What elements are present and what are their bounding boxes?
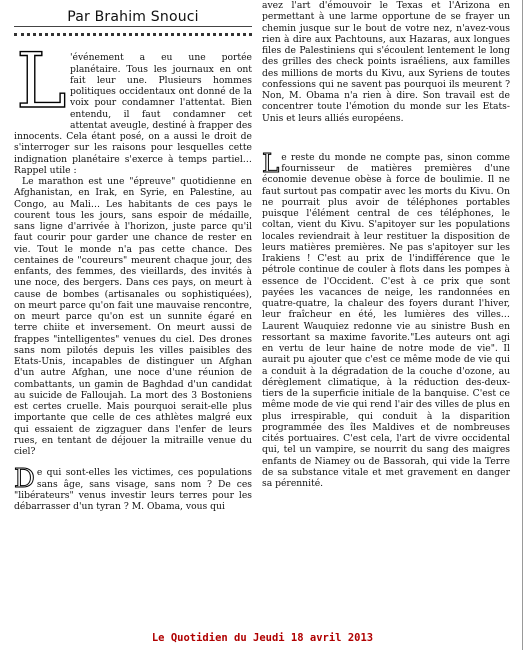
marathon-paragraph: Le marathon est une "épreuve" quotidienne en Afghanistan, en Irak, en Syrie, en Palestine, au Congo, au Mali… Les habitants de ces pays le courent tous les jours, sans espoir de médaille, sans ligne d'arrivée à l'horizon, juste parce qu'il faut courir pour garder une chance de rester en vie. Tout le monde n'a pas cette chance. Des centaines de "coureurs" meurent chaque jour, des enfants, des femmes, des vieillards, des invités à une noce, des bergers. Dans ces pays, on meurt à cause de bombes (artisanales ou sophistiquées), on meurt parce qu'on fait une mauvaise rencontre, on meurt parce qu'on est un sunnite égaré en terre chiite et inversement. On meurt aussi de frappes "intelligentes" venues du ciel. Des drones sans nom pilotés depuis les villes paisibles des Etats-Unis, incapables de distinguer un Afghan d'un autre Afghan, une noce d'une réunion de combattants, un gamin de Baghdad d'un candidat au suicide de Falloujah. La mort des 3 Bostoniens est certes cruelle. Mais pourquoi serait-elle plus importante que celle de ces athlètes malgré eux qui essaient de zigzaguer dans l'enfer de leurs rues, en tentant de déjouer la mitraille venue du ciel? (14, 176, 252, 457)
obama-paragraph: avez l'art d'émouvoir le Texas et l'Arizona en permettant à une larme opportune de se frayer un chemin jusque sur le bout de votre nez, n'avez-vous rien à dire aux Pachtouns, aux Hazaras, aux longues files de Palestiniens qui s'écoulent lentement le long des grilles des check points israéliens, aux familles des millions de morts du Kivu, aux Syriens de toutes confessions qui ne savent pas pourquoi ils meurent ? Non, M. Obama n'a rien à dire. Son travail est de concentrer toute l'émotion du monde sur les Etats-Unis et leurs alliés européens. (262, 0, 510, 124)
paragraph-gap (14, 457, 252, 467)
victims-paragraph-text: e qui sont-elles les victimes, ces populations sans âge, sans visage, sans nom ? De ces "libérateurs" venus investir leurs terres pour les débarrasser d'un tyran ? M. Obama, vous qui (14, 467, 252, 512)
lead-paragraph (14, 36, 252, 176)
dropcap-letter: L (262, 148, 280, 179)
page-edge-rule (522, 0, 523, 650)
lead-paragraph-text: 'événement a eu une portée planétaire. Tous les journaux en ont fait leur une. Plusieurs hommes politiques occidentaux ont donné de la voix pour condamner l'attentat. Bien entendu, il faut condamner cet attentat aveugle, destiné à frapper des innocents. Cela étant posé, on a aussi le droit de s'interroger sur les raisons pour lesquelles cette indignation planétaire s'exerce à temps partiel… Rappel utile : (14, 52, 252, 176)
rest-of-world-paragraph-text: e reste du monde ne compte pas, sinon comme fournisseur de matières premières d'une économie devenue obèse à force de boulimie. Il ne faut surtout pas compatir avec les morts du Kivu. On ne pourrait plus avoir de téléphones portables puisque l'élément central de ces téléphones, le coltan, vient du Kivu. S'apitoyer sur les populations locales reviendrait à leur restituer la disposition de leurs matières premières. Ne pas s'apitoyer sur les Irakiens ! C'est au prix de l'indifférence que le pétrole continue de couler à flots dans les pompes à essence de l'Occident. C'est à ce prix que sont payées les vacances de neige, les randonnées en quatre-quatre, la chaleur des foyers durant l'hiver, leur fraîcheur en été, les lumières des villes… Laurent Wauquiez redonne vie au sinistre Bush en ressortant sa maxime favorite."Les auteurs ont agi en vertu de leur haine de notre mode de vie". Il aurait pu ajouter que c'est ce même mode de vie qui a conduit à la dégradation de la couche d'ozone, au dérèglement climatique, à la réduction des-deux-tiers de la superficie initiale de la banquise. C'est ce même mode de vie qui rend l'air des villes de plus en plus irrespirable, qui conduit à la disparition programmée des îles Maldives et de nombreuses cités portuaires. C'est cela, l'art de vivre occidental qui, tel un vampire, se nourrit du sang des maigres enfants de Niamey ou de Bassorah, qui vide la Terre de sa substance vitale et met gravement en danger sa pérennité. (262, 151, 510, 489)
dropcap-letter: D (14, 464, 35, 495)
paragraph-gap (262, 124, 510, 152)
footer-source: Le Quotidien du Jeudi 18 avril 2013 (151, 632, 374, 644)
right-column (262, 0, 510, 489)
rest-of-world-paragraph (262, 148, 510, 490)
victims-paragraph (14, 464, 252, 512)
dropcap-letter: L (16, 36, 67, 126)
byline: Par Brahim Snouci (14, 12, 252, 27)
left-column (14, 9, 252, 512)
